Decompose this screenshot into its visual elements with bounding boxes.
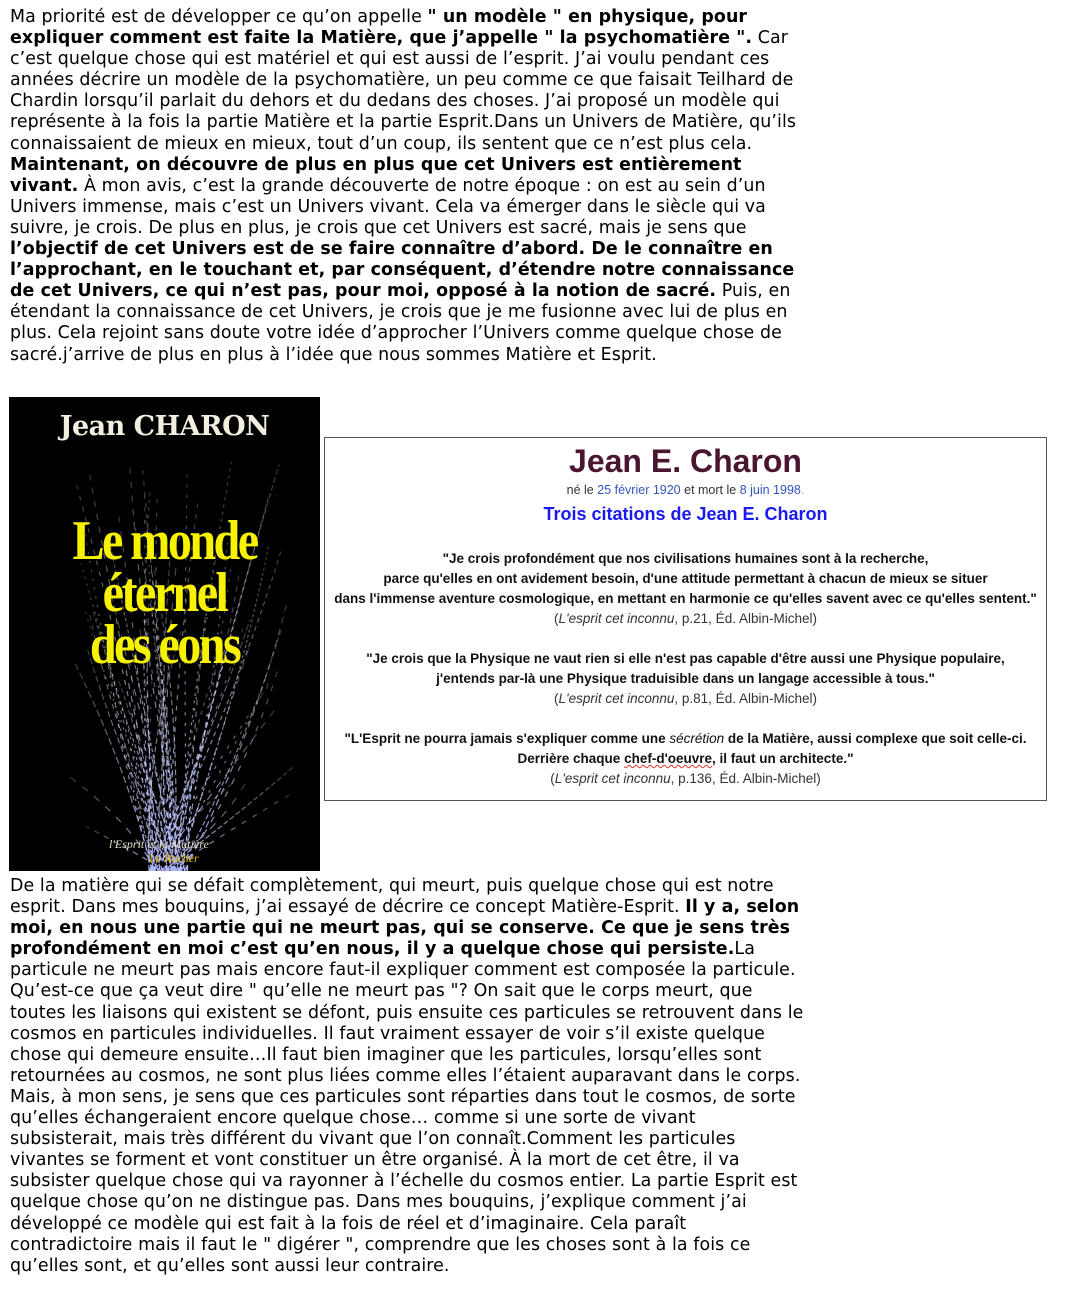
quotes-box (324, 437, 1047, 801)
quote-line: parce qu'elles en ont avidement besoin, d'une attitude permettant à chacun de mieux se situer (383, 571, 988, 586)
quotes-heading: Trois citations de Jean E. Charon (543, 504, 828, 524)
text-segment: Car c’est quelque chose qui est matériel et qui est aussi de l’esprit. J’ai voulu pendant ces années décrire un modèle de la psychomatière, un peu comme ce que faisait Teilhard de Chardin lorsqu’il parlait du dehors et du dedans des choses. J’ai proposé un modèle qui représente à la fois la partie Matière et la partie Esprit.Dans un Univers de Matière, qu’ils connaissaient de mieux en mieux, tout d’un coup, ils sentent que ce n’est plus cela. (10, 28, 797, 154)
source-ref: , p.136, Éd. Albin-Michel) (670, 771, 821, 786)
second-paragraph (10, 876, 805, 1277)
book-title: L'esprit cet inconnu (554, 771, 671, 786)
intro-paragraph (10, 7, 805, 366)
quote-2 (325, 649, 1046, 709)
text-segment: À mon avis, c’est la grande découverte de notre époque : on est au sein d’un Univers immense, mais c’est un Univers vivant. Cela va émerger dans le siècle qui va suivre, je crois. De plus en plus, je crois que cet Univers est sacré, mais je sens que (10, 175, 766, 238)
quote-emphasis: sécrétion (669, 731, 725, 746)
source-ref: , p.21, Éd. Albin-Michel) (674, 611, 817, 626)
dates-text: né le (566, 483, 598, 497)
quote-line (325, 749, 1046, 769)
author-name: Jean E. Charon (569, 443, 802, 479)
cover-title (31, 510, 298, 676)
text-segment: De la matière qui se défait complètement, qui meurt, puis quelque chose qui est notre esprit. Dans mes bouquins, j’ai essayé de décrire ce concept Matière-Esprit. (10, 876, 774, 918)
death-date-link[interactable]: 8 juin 1998 (739, 483, 801, 497)
quote-line (325, 729, 1046, 749)
quote-text: Derrière chaque (517, 751, 625, 766)
quote-1 (325, 549, 1046, 629)
quote-line: j'entends par-là une Physique traduisible dans un langage accessible à tous." (436, 671, 935, 686)
cover-series: l'Esprit et la Matière (109, 837, 209, 851)
source-ref: , p.81, Éd. Albin-Michel) (674, 691, 817, 706)
quote-line: "Je crois que la Physique ne vaut rien si elle n'est pas capable d'être aussi une Physique populaire, (366, 651, 1005, 666)
quote-line: dans l'immense aventure cosmologique, en mettant en harmonie ce qu'elles savent avec ce qu'elles sentent." (334, 591, 1037, 606)
cover-author: Jean CHARON (59, 411, 270, 442)
dates-text: . (800, 483, 805, 497)
book-title: L'esprit cet inconnu (558, 611, 675, 626)
cover-publisher: Le Rocher (149, 851, 199, 865)
quote-3 (325, 729, 1046, 789)
quote-source: (L'esprit cet inconnu, p.21, Éd. Albin-Michel) (554, 611, 817, 626)
text-segment: Puis, en étendant la connaissance de cet Univers, je crois que je me fusionne avec lui de plus en plus. Cela rejoint sans doute votre idée d’approcher l’Univers comme quelque chose de sacré.j’arrive de plus en plus à l’idée que nous sommes Matière et Esprit. (10, 281, 791, 365)
text-segment: Ma priorité est de développer ce qu’on appelle (10, 7, 428, 27)
text-segment: La particule ne meurt pas mais encore faut-il expliquer comment est composée la particule. Qu’est-ce que ça veut dire " qu’elle ne meurt pas "? On sait que le corps meurt, que toutes les liaisons qui existent se défont, puis ensuite ces particules se retrouvent dans le cosmos en particules individuelles. Il faut vraiment essayer de voir s’il existe quelque chose qui demeure ensuite…Il faut bien imaginer que les particules, lorsqu’elles sont retournées au cosmos, ne sont plus liées comme elles l’étaient auparavant dans le corps. Mais, à mon sens, je sens que ces particules sont réparties dans tout le cosmos, de sorte qu’elles échangeraient encore quelque chose… comme si une sorte de vivant subsisterait, mais très différent du vivant que l’on connaît.Comment les particules vivantes se forment et vont constituer un être organisé. À la mort de cet être, il va subsister quelque chose qui va rayonner à l’échelle du cosmos entier. La partie Esprit est quelque chose qu’on ne distingue pas. Dans mes bouquins, j’explique comment j’ai développé ce modèle qui est fait à la fois de réel et d’imaginaire. Cela paraît contradictoire mais il faut le " digérer ", comprendre que les choses sont à la fois ce qu’elles sont, et qu’elles sont aussi leur contraire. (10, 939, 804, 1276)
quote-text: de la Matière, aussi complexe que soit celle-ci. (724, 731, 1027, 746)
dates-text: et mort le (680, 483, 740, 497)
quote-line: "Je crois profondément que nos civilisations humaines sont à la recherche, (442, 551, 929, 566)
quote-source: (L'esprit cet inconnu, p.136, Éd. Albin-Michel) (550, 771, 821, 786)
cover-title-line: Le monde (72, 510, 257, 572)
birth-date-link[interactable]: 25 février 1920 (597, 483, 681, 497)
bold-text-segment: " un modèle " en physique, pour expliquer comment est faite la Matière, que j’appelle " la psychomatière ". (10, 7, 753, 49)
bold-text-segment: Il y a, selon moi, en nous une partie qui ne meurt pas, qui se conserve. Ce que je sens très profondément en moi c’est qu’en nous, il y a quelque chose qui persiste. (10, 897, 800, 960)
quote-text: "L'Esprit ne pourra jamais s'expliquer comme une (344, 731, 670, 746)
quote-source: (L'esprit cet inconnu, p.81, Éd. Albin-Michel) (554, 691, 817, 706)
bold-text-segment: Maintenant, on découvre de plus en plus que cet Univers est entièrement vivant. (10, 154, 742, 196)
spellcheck-word: chef-d'oeuvre (624, 751, 713, 766)
cover-title-line: éternel (102, 562, 227, 624)
cover-title-line: des éons (89, 614, 240, 676)
bold-text-segment: l’objectif de cet Univers est de se faire connaître d’abord. De le connaître en l’approchant, en le touchant et, par conséquent, d’étendre notre connaissance de cet Univers, ce qui n’est pas, pour moi, opposé à la notion de sacré. (10, 239, 795, 302)
book-title: L'esprit cet inconnu (558, 691, 675, 706)
quote-text: , il faut un architecte." (712, 751, 854, 766)
author-dates (325, 483, 1046, 497)
book-cover-image (9, 397, 320, 871)
